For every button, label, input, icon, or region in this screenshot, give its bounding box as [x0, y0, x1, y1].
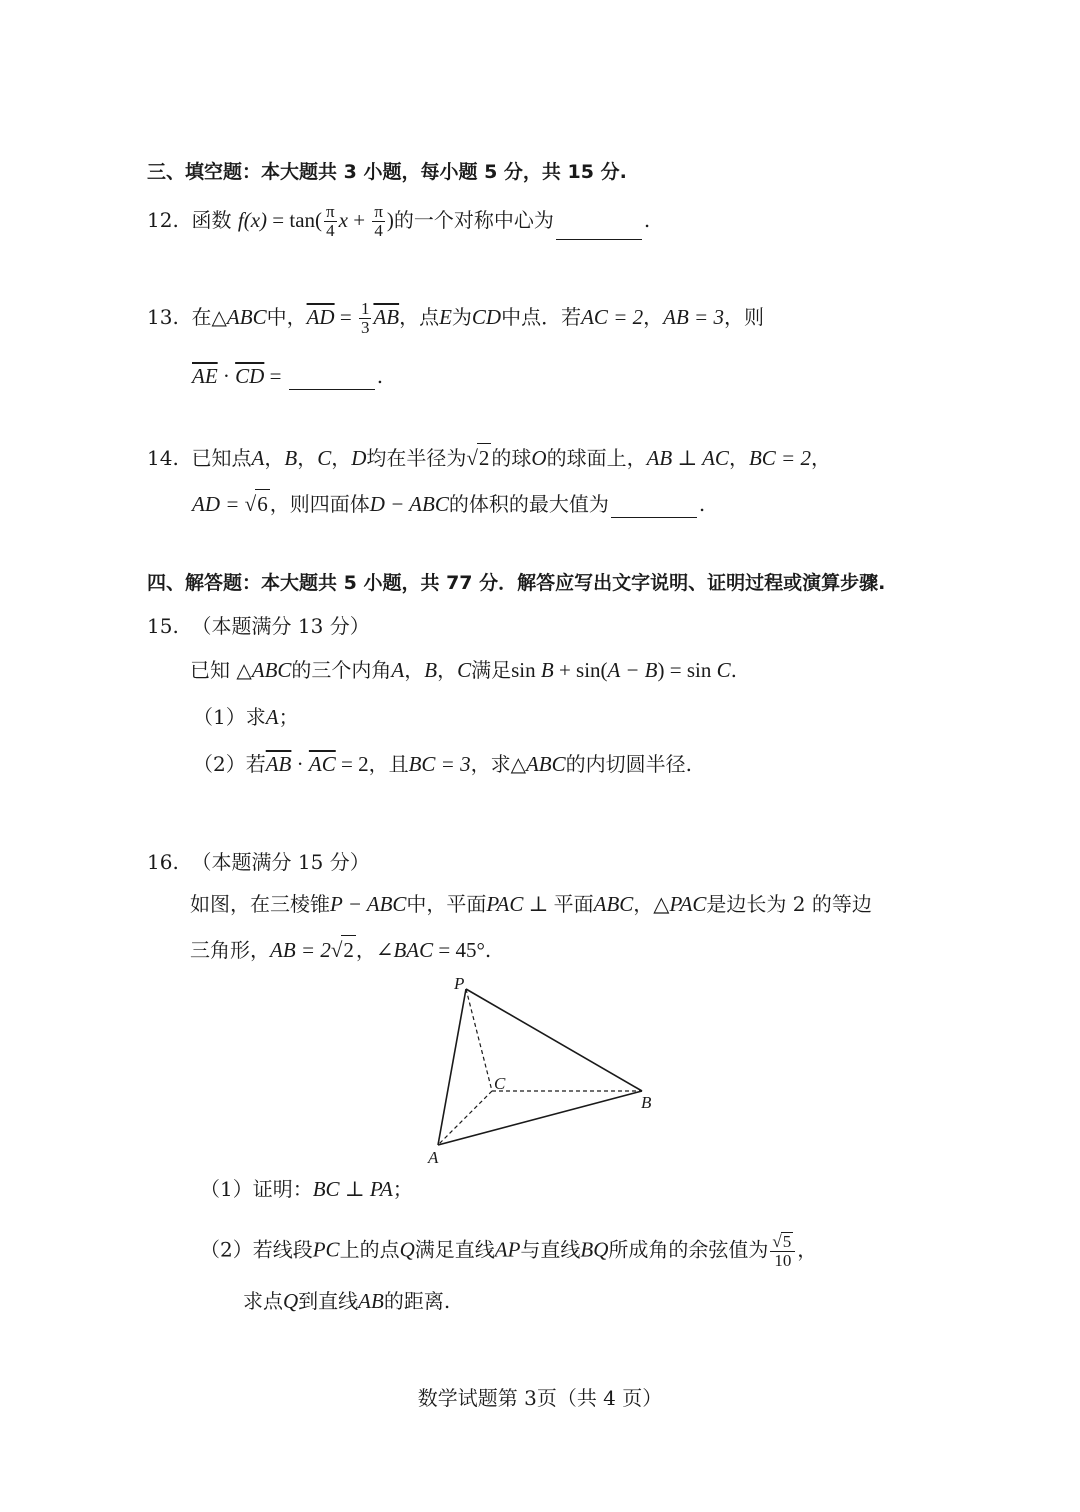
question-15-header [147, 612, 370, 640]
q16-number: 16. [147, 850, 179, 874]
question-14: 14. 已知点A，B，C，D均在半径为√2 的球O的球面上，AB ⊥ AC，BC = 2， [147, 443, 831, 472]
q14-number: 14. [147, 446, 179, 470]
q15-score: （本题满分 13 分） [191, 614, 370, 638]
section-4-heading: 四、解答题：本大题共 5 小题，共 77 分．解答应写出文字说明、证明过程或演算步骤. [147, 572, 886, 594]
q15-number: 15. [147, 614, 179, 638]
tetrahedron-figure [420, 970, 670, 1170]
q16-score: （本题满分 15 分） [191, 850, 370, 874]
vertex-label-a: A [428, 1148, 439, 1167]
vertex-label-c: C [494, 1074, 506, 1093]
question-14-line-2: AD = √6 ，则四面体D − ABC的体积的最大值为 . [192, 489, 705, 518]
vertex-label-b: B [641, 1093, 652, 1112]
fraction: $\frac{1}{3}$ [360, 299, 370, 337]
question-16-stem-line-2: 三角形，AB = 2√2 ，∠BAC = 45°. [190, 935, 491, 964]
fraction: $\frac{√5}{10}$ [770, 1232, 795, 1270]
q12-number: 12. [147, 208, 179, 232]
sqrt-symbol: √ [244, 492, 257, 516]
edge-ab [438, 1091, 642, 1145]
question-16-part-1: （1）证明：BC ⊥ PA； [200, 1177, 413, 1201]
question-15-part-2: （2）若$\overline{AB} \cdot \overline{AC} = 2$，且BC = 3，求△ABC的内切圆半径. [193, 752, 693, 776]
fraction: $\frac{\pi}{4}$ [326, 202, 335, 240]
vertex-label-p: P [454, 974, 465, 993]
edge-pb [466, 989, 642, 1091]
question-15-stem: 已知 △ABC的三个内角A，B，C满足sin B + sin(A − B) = sin C. [190, 658, 737, 682]
question-16-stem-line-1: 如图，在三棱锥P − ABC中，平面PAC ⊥ 平面ABC，△PAC是边长为 2 的等边 [190, 892, 872, 916]
answer-blank-12[interactable] [556, 217, 642, 240]
question-16-part-2: （2）若线段PC上的点Q满足直线AP与直线BQ所成角的余弦值为 $\frac{√5}{10}$ ， [200, 1232, 818, 1270]
fraction: $\frac{\pi}{4}$ [374, 202, 383, 240]
sqrt-symbol: √ [466, 446, 478, 470]
q13-number: 13. [147, 305, 179, 329]
sqrt-symbol: √ [330, 938, 343, 962]
page-footer: 数学试题第 3页（共 4 页） [417, 1386, 663, 1410]
section-3-heading: 三、填空题：本大题共 3 小题，每小题 5 分，共 15 分. [147, 161, 627, 183]
question-16-part-2-line-2: 求点Q到直线AB的距离. [243, 1289, 451, 1313]
edge-pc [466, 989, 492, 1091]
question-16-header [147, 848, 370, 876]
answer-blank-13[interactable] [289, 367, 375, 390]
question-13: 13. 在△ABC中，$\overline{AD}$ = $\frac{1}{3}$ $\overline{AB}$，点E为CD中点．若AC = 2，AB = 3，则 [147, 299, 764, 337]
question-15-part-1: （1）求A； [193, 705, 299, 729]
question-13-line-2: $\overline{AE} \cdot \overline{CD}$ = . [192, 364, 384, 388]
question-12: 12. 函数 f(x) = tan( $\frac{\pi}{4}$ x + $\frac{\pi}{4}$ )的一个对称中心为 . [147, 202, 651, 240]
answer-blank-14[interactable] [611, 495, 697, 518]
